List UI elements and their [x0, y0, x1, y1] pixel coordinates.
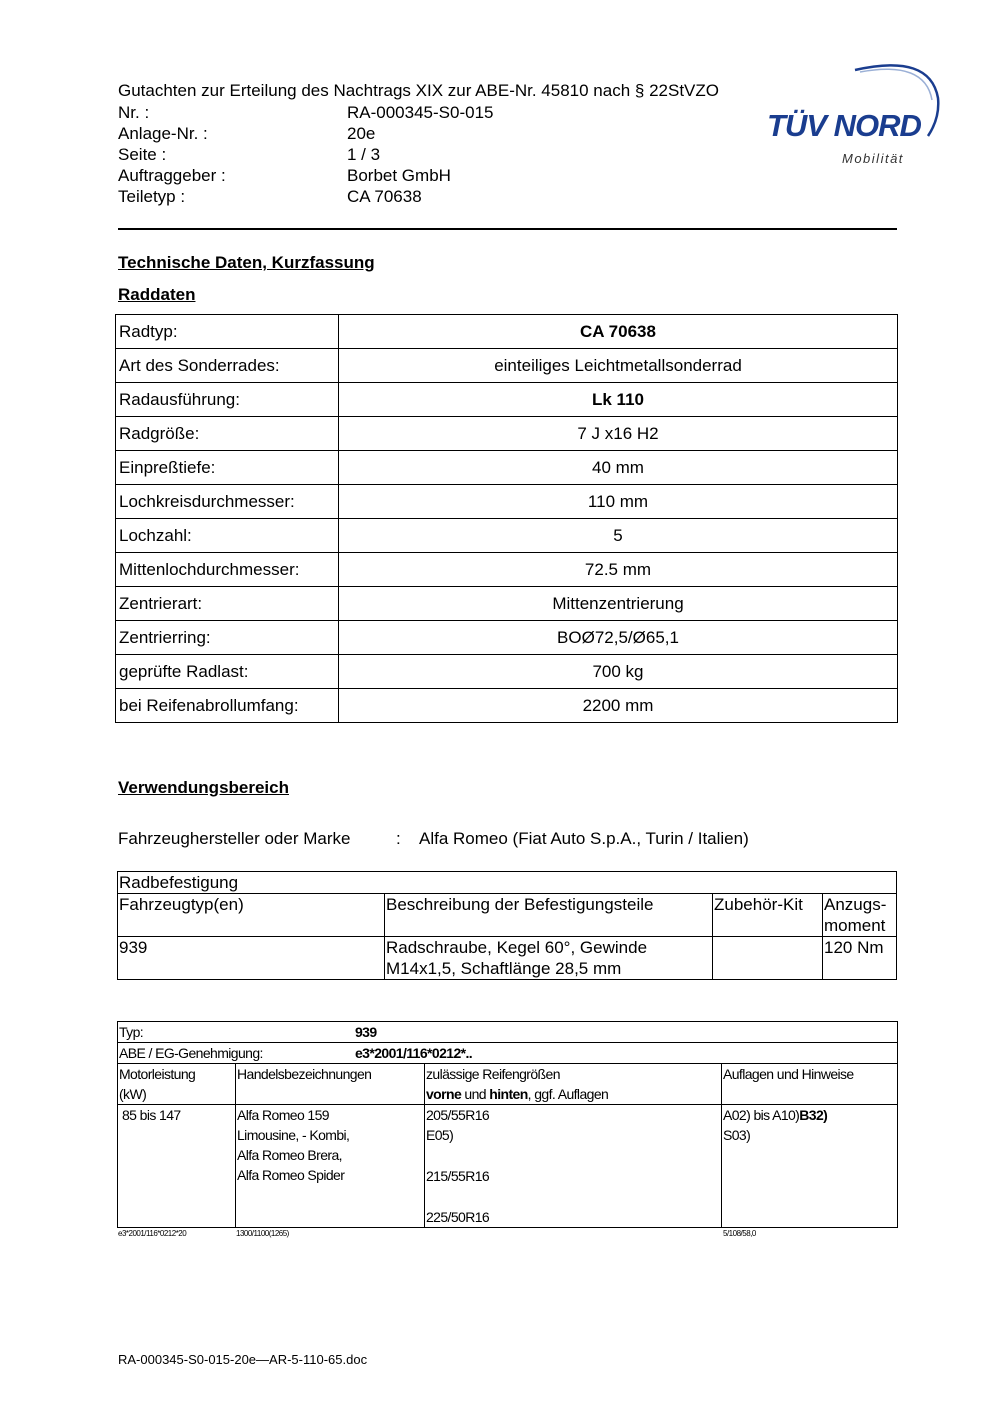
col-header-moment	[823, 894, 897, 937]
cell-line	[723, 1105, 897, 1125]
header-label: Seite :	[118, 145, 167, 164]
cell-reifen	[425, 1105, 722, 1228]
cell-auflagen	[722, 1105, 898, 1228]
col-header-reifen	[425, 1064, 722, 1105]
table-row	[116, 383, 898, 417]
footnote-mid: 1300/1100(1265)	[236, 1229, 289, 1238]
auflagen-a: A02) bis A10)	[723, 1107, 800, 1123]
spacer	[426, 1186, 721, 1207]
row-label: Zentrierart:	[116, 587, 339, 621]
row-value: 700 kg	[339, 655, 898, 689]
header-line: Motorleistung	[119, 1066, 196, 1082]
cell-line: Alfa Romeo Brera,	[237, 1147, 342, 1163]
befestigung-table	[117, 871, 897, 980]
table-row	[118, 1022, 898, 1043]
cell-beschreibung	[385, 937, 713, 980]
table-row	[116, 485, 898, 519]
typ-value: 939	[355, 1024, 377, 1040]
header-line: Anzugs-	[824, 895, 887, 914]
header-meta	[118, 102, 493, 207]
row-label: Radtyp:	[116, 315, 339, 349]
col-header-handel: Handelsbezeichnungen	[236, 1064, 425, 1105]
row-value: einteiliges Leichtmetallsonderrad	[339, 349, 898, 383]
typ-row	[118, 1022, 898, 1043]
row-value: BOØ72,5/Ø65,1	[339, 621, 898, 655]
header-line	[426, 1084, 721, 1104]
tire-size: 225/50R16	[426, 1209, 490, 1225]
table-row	[118, 1043, 898, 1064]
table-row	[116, 689, 898, 723]
hersteller-separator: :	[396, 829, 401, 848]
row-label: Einpreßtiefe:	[116, 451, 339, 485]
row-value: CA 70638	[339, 315, 898, 349]
row-value: Lk 110	[339, 383, 898, 417]
cell-handel	[236, 1105, 425, 1228]
abe-value: e3*2001/116*0212*..	[355, 1045, 473, 1061]
befestigung-title: Radbefestigung	[118, 872, 897, 894]
header-divider	[118, 228, 897, 230]
tire-size: 205/55R16	[426, 1107, 490, 1123]
raddaten-table	[115, 314, 898, 723]
abe-row	[118, 1043, 898, 1064]
table-row	[118, 894, 897, 937]
report-title: Gutachten zur Erteilung des Nachtrags XIX zur ABE-Nr. 45810 nach § 22StVZO	[118, 81, 719, 100]
tire-note: E05)	[426, 1127, 454, 1143]
col-header-auflagen: Auflagen und Hinweise	[722, 1064, 898, 1105]
col-header-beschreibung: Beschreibung der Befestigungsteile	[385, 894, 713, 937]
row-value: 2200 mm	[339, 689, 898, 723]
cell-line: S03)	[723, 1127, 751, 1143]
table-row	[116, 315, 898, 349]
header-vorne: vorne	[426, 1086, 462, 1102]
header-value: CA 70638	[347, 187, 422, 206]
header-label: Teiletyp :	[118, 187, 186, 206]
row-value: 72.5 mm	[339, 553, 898, 587]
logo-wordmark: TÜV NORD	[767, 108, 921, 143]
cell-line: Limousine, - Kombi,	[237, 1127, 350, 1143]
cell-kit	[713, 937, 823, 980]
header-hinten: hinten	[489, 1086, 528, 1102]
abe-label: ABE / EG-Genehmigung:	[119, 1045, 263, 1061]
row-label: Radausführung:	[116, 383, 339, 417]
header-label: Auftraggeber :	[118, 166, 226, 185]
cell-moment: 120 Nm	[823, 937, 897, 980]
header-row-seite	[118, 144, 493, 165]
header-label: Nr. :	[118, 103, 150, 122]
row-label: Art des Sonderrades:	[116, 349, 339, 383]
table-row	[116, 417, 898, 451]
row-label: geprüfte Radlast:	[116, 655, 339, 689]
col-header-motor	[118, 1064, 236, 1105]
table-row	[116, 655, 898, 689]
row-value: Mittenzentrierung	[339, 587, 898, 621]
header-row-teiletyp	[118, 186, 493, 207]
hersteller-label: Fahrzeughersteller oder Marke	[118, 829, 351, 848]
row-value: 40 mm	[339, 451, 898, 485]
hersteller-value: Alfa Romeo (Fiat Auto S.p.A., Turin / Italien)	[419, 829, 749, 848]
row-value: 7 J x16 H2	[339, 417, 898, 451]
cell-line: Alfa Romeo 159	[237, 1107, 329, 1123]
cell-typ: 939	[118, 937, 385, 980]
header-row-nr	[118, 102, 493, 123]
table-row	[118, 1064, 898, 1105]
header-row-auftraggeber	[118, 165, 493, 186]
verwendung-heading: Verwendungsbereich	[118, 778, 289, 797]
row-value: 110 mm	[339, 485, 898, 519]
table-row	[116, 587, 898, 621]
footnote-left: e3*2001/116*0212*20	[118, 1229, 187, 1238]
row-label: Radgröße:	[116, 417, 339, 451]
table-row	[118, 937, 897, 980]
row-label: Mittenlochdurchmesser:	[116, 553, 339, 587]
row-label: Zentrierring:	[116, 621, 339, 655]
header-row-anlage	[118, 123, 493, 144]
header-und: und	[461, 1086, 490, 1102]
logo-subtitle: Mobilität	[842, 151, 904, 166]
header-line: zulässige Reifengrößen	[426, 1066, 560, 1082]
header-line: moment	[824, 916, 886, 935]
table-row	[118, 1105, 898, 1228]
cell-line: Radschraube, Kegel 60°, Gewinde	[386, 938, 648, 957]
header-value: RA-000345-S0-015	[347, 103, 494, 122]
row-label: bei Reifenabrollumfang:	[116, 689, 339, 723]
cell-line: Alfa Romeo Spider	[237, 1167, 345, 1183]
typ-label: Typ:	[119, 1024, 144, 1040]
table-row	[118, 872, 897, 894]
header-rest: , ggf. Auflagen	[527, 1086, 609, 1102]
header-label: Anlage-Nr. :	[118, 124, 208, 143]
cell-line: M14x1,5, Schaftlänge 28,5 mm	[386, 959, 622, 978]
cell-motor: 85 bis 147	[118, 1105, 236, 1228]
header-value: Borbet GmbH	[347, 166, 451, 185]
col-header-kit: Zubehör-Kit	[713, 894, 823, 937]
table-row	[116, 553, 898, 587]
tuv-nord-logo	[760, 58, 940, 173]
row-value: 5	[339, 519, 898, 553]
table-row	[116, 519, 898, 553]
table-row	[116, 349, 898, 383]
raddaten-heading: Raddaten	[118, 285, 196, 304]
section-title: Technische Daten, Kurzfassung	[118, 253, 375, 272]
tire-size: 215/55R16	[426, 1168, 490, 1184]
document-footer: RA-000345-S0-015-20e—AR-5-110-65.doc	[118, 1352, 368, 1367]
header-value: 20e	[347, 124, 376, 143]
header-value: 1 / 3	[347, 145, 381, 164]
row-label: Lochkreisdurchmesser:	[116, 485, 339, 519]
spacer	[426, 1145, 721, 1166]
auflagen-b: B32)	[799, 1107, 828, 1123]
table-row	[116, 621, 898, 655]
header-line: (kW)	[119, 1086, 147, 1102]
col-header-typ: Fahrzeugtyp(en)	[118, 894, 385, 937]
table-row	[116, 451, 898, 485]
row-label: Lochzahl:	[116, 519, 339, 553]
typ-table	[117, 1021, 898, 1228]
footnote-right: 5/108/58,0	[723, 1229, 756, 1238]
hersteller-line	[118, 829, 749, 849]
